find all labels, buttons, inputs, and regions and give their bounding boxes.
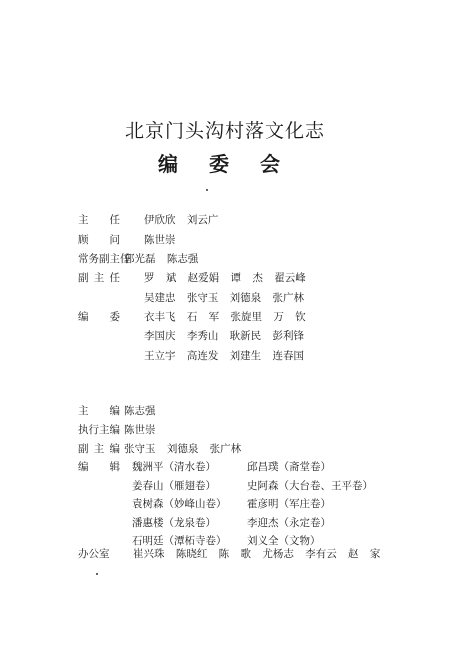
- editor-name: 潘惠楼（龙泉卷）: [132, 517, 216, 529]
- editor-name: 刘义全（文物）: [247, 535, 321, 547]
- committee-member-names: 郭光磊 陈志强: [124, 253, 199, 265]
- speck: [96, 573, 98, 575]
- editorial-role-label: 执行主编: [78, 424, 120, 436]
- editor-name: 霍彦明（军庄卷）: [247, 498, 331, 510]
- committee-member-names: 伊欣欣 刘云广: [144, 214, 219, 226]
- editor-name: 袁树森（妙峰山卷）: [132, 498, 227, 510]
- editorial-member-names: 陈世崇: [124, 424, 156, 436]
- editor-name: 姜春山（雁翅卷）: [132, 480, 216, 492]
- office-label: 办公室: [78, 548, 110, 560]
- committee-member-names: 罗 斌 赵爱娟 谭 杰 翟云峰: [144, 272, 306, 284]
- committee-member-names: 王立宇 高连发 刘建生 连春国: [144, 350, 305, 362]
- editor-name: 李迎杰（永定卷）: [247, 517, 331, 529]
- editor-name: 魏洲平（清水卷）: [132, 461, 216, 473]
- committee-role-label: 编 委: [78, 311, 120, 323]
- committee-role-label: 副 主 任: [78, 272, 120, 284]
- committee-member-names: 李国庆 李秀山 耿新民 彭利锋: [144, 330, 305, 342]
- committee-role-label: 顾 问: [78, 234, 120, 246]
- editorial-member-names: 张守玉 刘德泉 张广林: [124, 443, 242, 455]
- committee-member-names: 吴建忠 张守玉 刘德泉 张广林: [144, 292, 305, 304]
- editorial-role-label: 副 主 编: [78, 443, 120, 455]
- editor-name: 石明廷（潭柘寺卷）: [132, 535, 227, 547]
- editor-name: 史阿森（大台卷、王平卷）: [247, 480, 373, 492]
- editorial-role-label: 主 编: [78, 405, 120, 417]
- speck: [206, 189, 208, 191]
- committee-member-names: 衣丰飞 石 军 张旋里 万 钦: [144, 311, 306, 323]
- editorial-member-names: 陈志强: [124, 405, 156, 417]
- committee-role-label: 常务副主任: [78, 253, 131, 265]
- committee-heading: 编 委 会: [158, 152, 292, 176]
- committee-role-label: 主 任: [78, 214, 120, 226]
- book-title: 北京门头沟村落文化志: [124, 120, 325, 142]
- editors-label: 编 辑: [78, 461, 120, 473]
- office-names: 崔兴珠 陈晓红 陈 歌 尤杨志 李有云 赵 家: [133, 548, 381, 560]
- committee-member-names: 陈世崇: [144, 234, 176, 246]
- editor-name: 邱昌璞（斋堂卷）: [247, 461, 331, 473]
